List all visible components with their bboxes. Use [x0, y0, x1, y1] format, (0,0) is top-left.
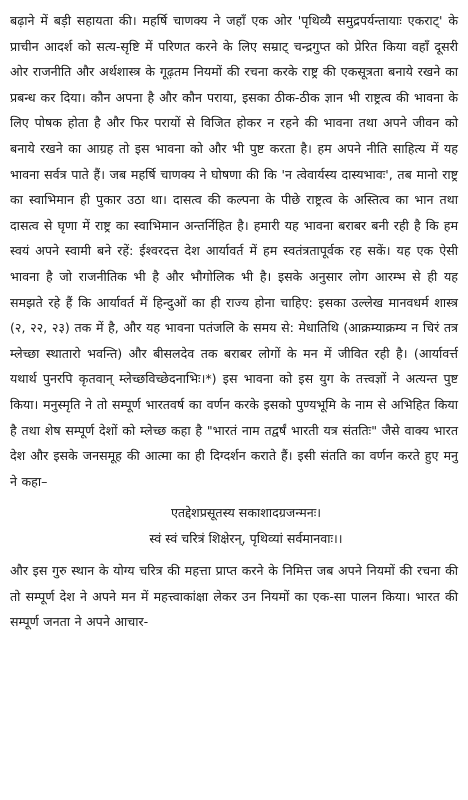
sanskrit-verse	[10, 500, 458, 552]
body-paragraph-2: और इस गुरु स्थान के योग्य चरित्र की महत्ता प्राप्त करने के निमित्त जब अपने नियमों की रचना की तो सम्पूर्ण देश ने अपने मन में महत्त्वाकांक्षा लेकर उन नियमों का एक-सा पालन किया। भारत की सम्पूर्ण जनता ने अपने आचार-	[10, 563, 458, 630]
verse-line-1: एतद्देशप्रसूतस्य सकाशादग्रजन्मनः।	[170, 505, 322, 521]
verse-line-2: स्वं स्वं चरित्रं शिक्षेरन्, पृथिव्यां सर्वमानवाः।।	[149, 531, 343, 547]
body-paragraph-1: बढ़ाने में बड़ी सहायता की। महर्षि चाणक्य ने जहाँ एक ओर 'पृथिव्यै समुद्रपर्यन्तायाः एकराट्' के प्राचीन आदर्श को सत्य-सृष्टि में परिणत करने के लिए सम्राट् चन्द्रगुप्त को प्रेरित किया वहाँ दूसरी ओर राजनीति और अर्थशास्त्र के गूढ़तम नियमों की रचना करके राष्ट्र की एकसूत्रता बनाये रखने का प्रबन्ध कर दिया। कौन अपना है और कौन पराया, इसका ठीक-ठीक ज्ञान भी राष्ट्रत्व की भावना के लिए पोषक होता है और फिर परायों से विजित होकर न रहने की भावना तथा अपने जीवन को बनाये रखने का आग्रह तो इस भावना को और भी पुष्ट करता है। हम अपने नीति साहित्य में यह भावना सर्वत्र पाते हैं। जब महर्षि चाणक्य ने घोषणा की कि 'न त्वेवार्यस्य दास्यभावः', तब मानो राष्ट्र का स्वाभिमान ही पुकार उठा था। दासत्व की कल्पना के पीछे राष्ट्रत्व के अस्तित्व का भान तथा दासत्व से घृणा में राष्ट्र का स्वाभिमान अन्तर्निहित है। हमारी यह भावना बराबर बनी रही है कि हम स्वयं अपने स्वामी बने रहें: ईश्वरदत्त देश आर्यावर्त में हम स्वतंत्रतापूर्वक रह सकें। यह एक ऐसी भावना है जो राजनीतिक भी है और भौगोलिक भी है। इसके अनुसार लोग आरम्भ से ही यह समझते रहे हैं कि आर्यावर्त में हिन्दुओं का ही राज्य होना चाहिए: इसका उल्लेख मानवधर्म शास्त्र (२, २२, २३) तक में है, और यह भावना पतंजलि के समय से: मेधातिथि (आक्रम्याक्रम्य न चिरं तत्र म्लेच्छा स्थातारो भवन्ति) और बीसलदेव तक बराबर लोगों के मन में जीवित रही है। (आर्यावर्त्त यथार्थ पुनरपि कृतवान् म्लेच्छविच्छेदनाभिः।*) इस भावना को इस युग के तत्त्वज्ञों ने अत्यन्त पुष्ट किया। मनुस्मृति ने तो सम्पूर्ण भारतवर्ष का वर्णन करके इसको पुण्यभूमि के नाम से अभिहित किया है तथा शेष सम्पूर्ण देशों को म्लेच्छ कहा है "भारतं नाम तद्वर्षं भारती यत्र संततिः" जैसे वाक्य भारत देश और इसके जनसमूह की आत्मा का ही दिग्दर्शन कराते हैं। इसी संतति का वर्णन करते हुए मनु ने कहा–	[10, 13, 458, 489]
